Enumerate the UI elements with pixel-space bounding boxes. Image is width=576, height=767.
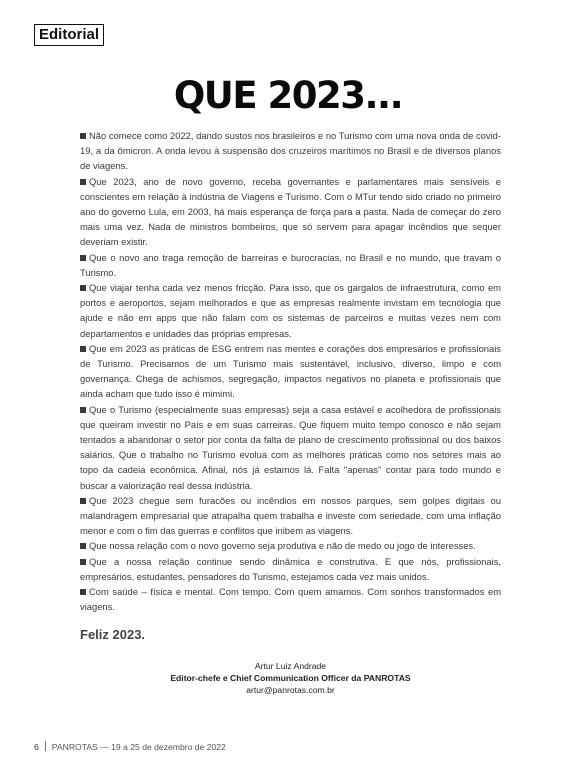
page-footer	[34, 741, 226, 753]
paragraph-text: Que o Turismo (especialmente suas empresas) seja a casa estável e acolhedora de profissionais que queiram investir no País e em suas carreiras. Que fiquem muito tempo conosco e não sejam tentados a abandonar o setor por conta da falta de plano de crescimento profissional ou dos baixos salários. Que o trabalho no Turismo evolua com as melhores práticas como nos setores mais ao topo da cadeia econômica. Afinal, nós já estamos lá. Falta "apenas" contar para todo mundo e buscar a valorização real dessa indústria.	[80, 403, 501, 491]
square-bullet-icon	[80, 255, 86, 261]
paragraph	[80, 128, 501, 174]
author-email[interactable]: artur@panrotas.com.br	[246, 685, 335, 695]
square-bullet-icon	[80, 179, 86, 185]
paragraph	[80, 250, 501, 280]
paragraph-text: Que a nossa relação continue sendo dinâmica e construtiva. E que nós, profissionais, empresários, estudantes, pensadores do Turismo, estejamos cada vez mais unidos.	[80, 555, 501, 582]
paragraph-text: Que viajar tenha cada vez menos fricção. Para isso, que os gargalos de infraestrutura, como em portos e aeroportos, sejam melhorados e que as empresas realmente invistam em tecnologia que ajude e não em apps que não falam com os sistemas de parceiros e muitas vezes nem com departamentos e unidades das próprias empresas.	[80, 282, 501, 339]
publication-info: PANROTAS — 19 a 25 de dezembro de 2022	[51, 742, 226, 752]
square-bullet-icon	[80, 498, 86, 504]
paragraph	[80, 402, 501, 493]
square-bullet-icon	[80, 346, 86, 352]
square-bullet-icon	[80, 589, 86, 595]
square-bullet-icon	[80, 543, 86, 549]
paragraph-text: Não comece como 2022, dando sustos nos brasileiros e no Turismo com uma nova onda de covid-19, a da ômicron. A onda levou à suspensão dos cruzeiros marítimos no Brasil e de diversos planos de viagens.	[80, 130, 501, 172]
paragraph	[80, 174, 501, 250]
author-role: Editor-chefe e Chief Communication Officer da PANROTAS	[170, 673, 411, 683]
paragraph	[80, 341, 501, 402]
headline: QUE 2023...	[173, 74, 403, 117]
editorial-body	[80, 128, 501, 615]
square-bullet-icon	[80, 407, 86, 413]
paragraph	[80, 538, 501, 553]
square-bullet-icon	[80, 133, 86, 139]
signature-block	[80, 660, 501, 696]
paragraph-text: Que 2023, ano de novo governo, receba governantes e parlamentares mais sensíveis e conscientes em relação à indústria de Viagens e Turismo. Com o MTur tendo sido criado no primeiro ano do governo Lula, em 2003, há mais esperança de força para a pasta. Nada de começar do zero mais uma vez. Nada de ministros bombeiros, que só servem para apagar incêndios que sequer deveriam existir.	[80, 175, 501, 248]
square-bullet-icon	[80, 559, 86, 565]
paragraph-text: Que nossa relação com o novo governo seja produtiva e não de medo ou jogo de interesses.	[89, 540, 476, 552]
paragraph	[80, 584, 501, 614]
paragraph	[80, 280, 501, 341]
paragraph-text: Que 2023 chegue sem furacões ou incêndios em nossos parques, sem golpes digitais ou malandragem empresarial que atrapalha quem trabalha e investe com seriedade, com uma inflação menor e com o fim das guerras e conflitos que inibem as viagens.	[80, 494, 501, 537]
author-name: Artur Luiz Andrade	[254, 661, 327, 671]
page-number: 6	[34, 742, 39, 752]
footer-divider	[45, 741, 46, 751]
closing-line: Feliz 2023.	[80, 627, 146, 642]
section-label: Editorial	[34, 24, 104, 46]
square-bullet-icon	[80, 285, 86, 291]
paragraph-text: Que o novo ano traga remoção de barreiras e burocracias, no Brasil e no mundo, que travam o Turismo.	[80, 251, 501, 278]
paragraph-text: Com saúde – física e mental. Com tempo. Com quem amamos. Com sonhos transformados em viagens.	[80, 586, 501, 613]
paragraph	[80, 554, 501, 584]
paragraph	[80, 493, 501, 539]
paragraph-text: Que em 2023 as práticas de ESG entrem nas mentes e corações dos empresários e profissionais de Turismo. Precisamos de um Turismo mais sustentável, inclusivo, diverso, limpo e com governança. Chega de achismos, segregação, impactos negativos no planeta e profissionais que ainda acham que tudo isso é mimimi.	[80, 342, 501, 400]
